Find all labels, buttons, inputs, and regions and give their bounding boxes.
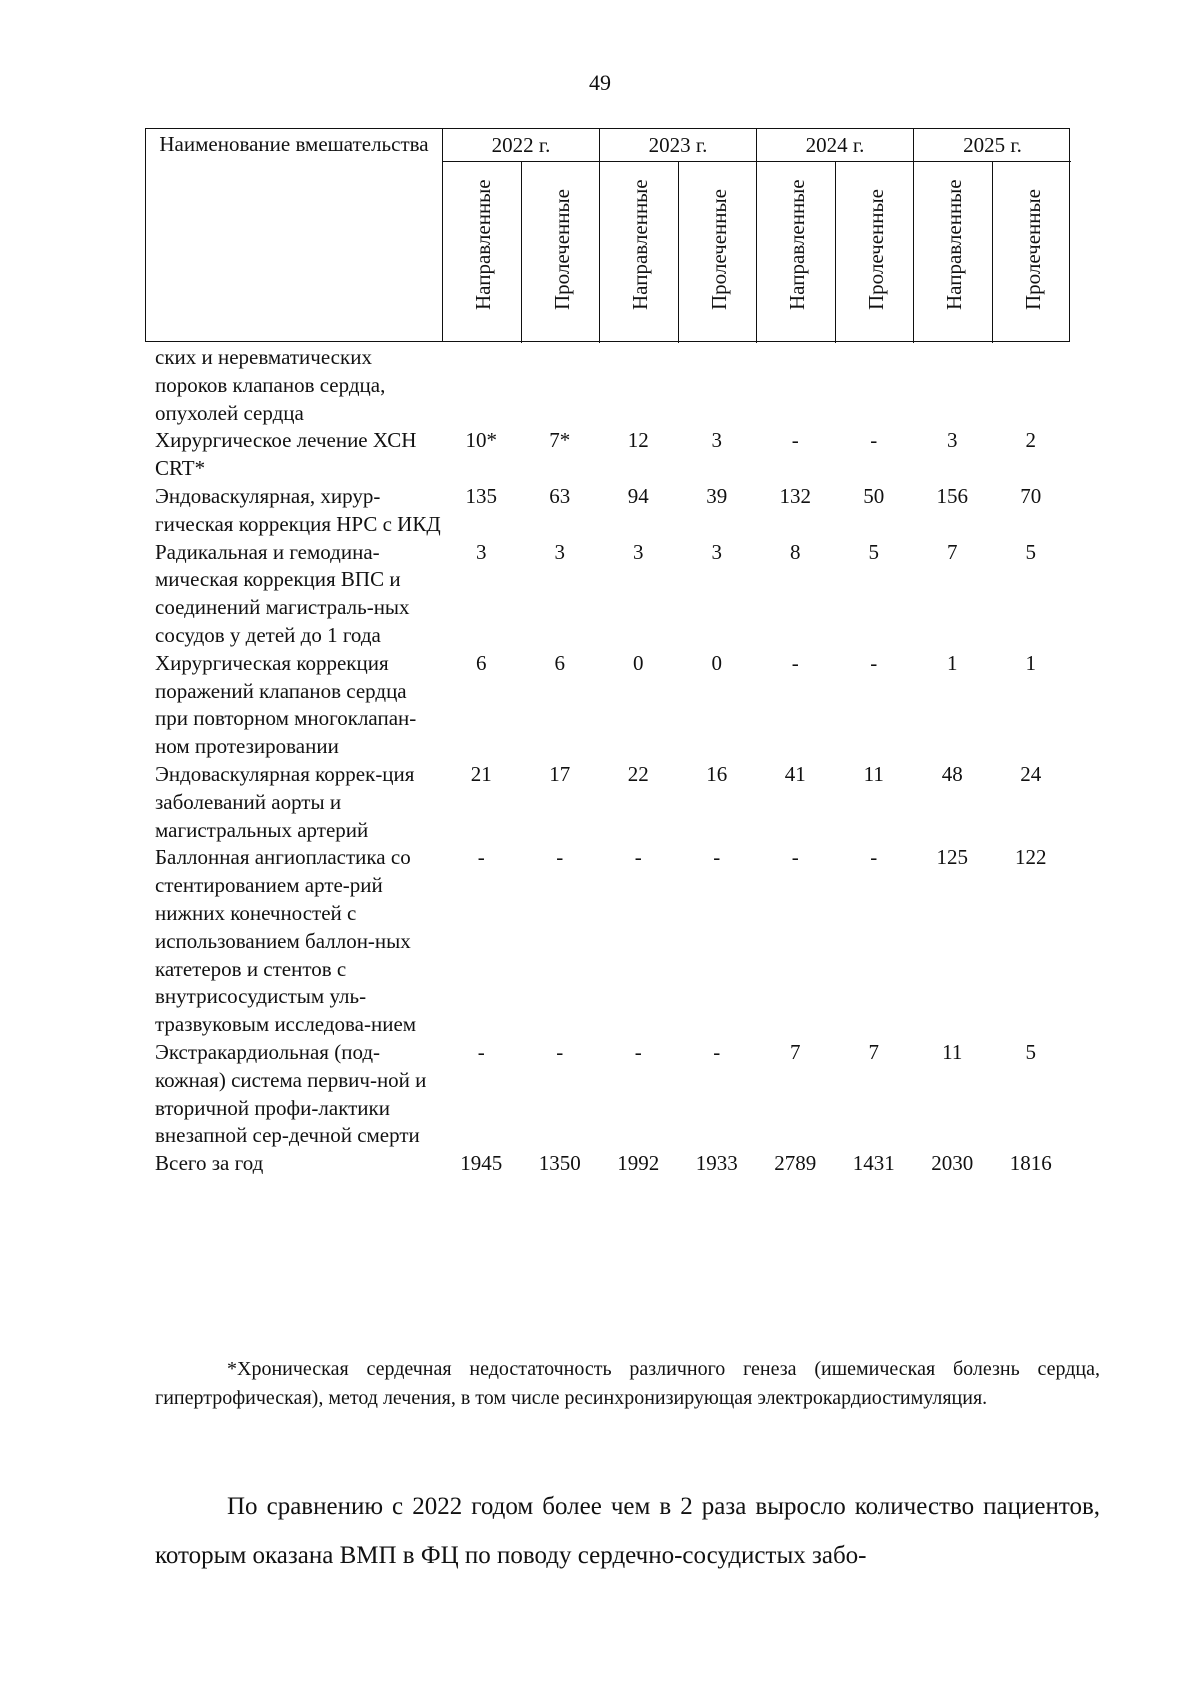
table-row xyxy=(155,427,1080,483)
intervention-name: Баллонная ангиопластика со стентированием арте-рий нижних конечностей с использованием баллон-ных катетеров и стентов с внутрисосудистым уль-тразвуковым исследова-нием xyxy=(155,845,417,1037)
sub-header-label: Направленные xyxy=(785,179,809,310)
value-cell: 50 xyxy=(863,483,885,508)
value-cell: 5 xyxy=(1025,1039,1036,1064)
value-cell: 2030 xyxy=(931,1151,974,1176)
sub-header xyxy=(757,162,836,343)
table-row xyxy=(155,844,1080,1039)
value-cell: 70 xyxy=(1020,483,1042,508)
value-cell: - xyxy=(713,1039,721,1064)
value-cell: 1816 xyxy=(1009,1151,1052,1176)
table-row xyxy=(155,1150,1080,1178)
sub-header-label: Пролеченные xyxy=(706,189,731,310)
value-cell: 0 xyxy=(711,650,722,675)
sub-header xyxy=(679,162,757,343)
sub-header xyxy=(443,162,522,343)
value-cell xyxy=(756,344,835,427)
value-cell: 48 xyxy=(941,761,963,786)
sub-header-label: Направленные xyxy=(942,179,966,310)
value-cell: 5 xyxy=(868,539,879,564)
value-cell: 11 xyxy=(942,1039,963,1064)
sub-header-label: Пролеченные xyxy=(863,189,888,310)
value-cell: 94 xyxy=(627,483,649,508)
footnote-text: *Хроническая сердечная недостаточность различного генеза (ишемическая болезнь сердца, гипертрофическая), метод лечения, в том числе ресинхронизирующая электрокардиостимуляция. xyxy=(155,1358,1100,1409)
value-cell xyxy=(913,344,992,427)
table-body xyxy=(155,344,1080,1178)
page-number: 49 xyxy=(589,70,611,95)
value-cell: 39 xyxy=(706,483,728,508)
year-header: 2023 г. xyxy=(600,129,757,162)
value-cell: - xyxy=(870,428,878,453)
value-cell xyxy=(835,344,914,427)
value-cell: 2 xyxy=(1025,428,1036,453)
value-cell: - xyxy=(791,650,799,675)
table-row xyxy=(155,483,1080,539)
value-cell: - xyxy=(634,1039,642,1064)
value-cell: - xyxy=(477,845,485,870)
value-cell: 1 xyxy=(947,650,958,675)
value-cell: 8 xyxy=(790,539,801,564)
intervention-name: Эндоваскулярная коррек-ция заболеваний аорты и магистральных артерий xyxy=(155,761,415,842)
value-cell: 1350 xyxy=(538,1151,581,1176)
intervention-name: Хирургическая коррекция поражений клапанов сердца при повторном многоклапан-ном протезировании xyxy=(155,650,417,759)
table-row xyxy=(155,344,1080,427)
value-cell: 12 xyxy=(627,428,649,453)
value-cell: 7* xyxy=(549,428,571,453)
footnote xyxy=(155,1355,1100,1413)
table-row xyxy=(155,761,1080,844)
header-intervention-name: Наименование вмешательства xyxy=(146,129,443,341)
value-cell xyxy=(599,344,678,427)
sub-header xyxy=(522,162,600,343)
value-cell: 63 xyxy=(549,483,571,508)
value-cell xyxy=(521,344,600,427)
value-cell: 3 xyxy=(476,539,487,564)
value-cell: 156 xyxy=(936,483,968,508)
value-cell: 16 xyxy=(706,761,728,786)
value-cell: 7 xyxy=(790,1039,801,1064)
value-cell: - xyxy=(791,428,799,453)
value-cell: - xyxy=(556,1039,564,1064)
value-cell: 3 xyxy=(711,539,722,564)
value-cell: 3 xyxy=(947,428,958,453)
value-cell: 7 xyxy=(947,539,958,564)
value-cell: 1431 xyxy=(852,1151,895,1176)
sub-header xyxy=(914,162,993,343)
value-cell: 1992 xyxy=(617,1151,660,1176)
value-cell: - xyxy=(870,845,878,870)
value-cell: - xyxy=(556,845,564,870)
intervention-name: Эндоваскулярная, хирур-гическая коррекция НРС с ИКД xyxy=(155,483,441,536)
value-cell xyxy=(678,344,757,427)
value-cell: 122 xyxy=(1015,845,1047,870)
value-cell xyxy=(992,344,1071,427)
value-cell: 10* xyxy=(465,428,497,453)
intervention-name: Экстракардиольная (под-кожная) система первич-ной и вторичной профи-лактики внезапной сер-дечной смерти xyxy=(155,1039,427,1148)
value-cell: 0 xyxy=(633,650,644,675)
sub-header xyxy=(993,162,1071,343)
value-cell: 11 xyxy=(863,761,884,786)
value-cell: 132 xyxy=(779,483,811,508)
value-cell: 5 xyxy=(1025,539,1036,564)
value-cell: 7 xyxy=(868,1039,879,1064)
sub-header-label: Пролеченные xyxy=(1021,189,1045,310)
year-header: 2025 г. xyxy=(914,129,1071,162)
table-header xyxy=(145,128,1070,342)
year-header: 2022 г. xyxy=(443,129,600,162)
value-cell: 24 xyxy=(1020,761,1042,786)
intervention-name: Радикальная и гемодина-мическая коррекция ВПС и соединений магистраль-ных сосудов у детей до 1 года xyxy=(155,539,410,647)
value-cell: 22 xyxy=(627,761,649,786)
value-cell: 3 xyxy=(711,428,722,453)
value-cell: - xyxy=(713,845,721,870)
value-cell xyxy=(442,344,521,427)
year-header: 2024 г. xyxy=(757,129,914,162)
value-cell: 3 xyxy=(554,539,565,564)
sub-header-label: Направленные xyxy=(471,179,495,310)
value-cell: 6 xyxy=(554,650,565,675)
sub-header-label: Пролеченные xyxy=(549,189,574,310)
value-cell: 135 xyxy=(465,483,497,508)
intervention-name: ских и неревматических пороков клапанов сердца, опухолей сердца xyxy=(155,345,386,425)
value-cell: 1 xyxy=(1025,650,1036,675)
value-cell: - xyxy=(870,650,878,675)
value-cell: 1945 xyxy=(460,1151,503,1176)
value-cell: - xyxy=(791,845,799,870)
value-cell: - xyxy=(477,1039,485,1064)
table-row xyxy=(155,539,1080,650)
intervention-name: Хирургическое лечение ХСН CRT* xyxy=(155,428,417,481)
body-paragraph: По сравнению с 2022 годом более чем в 2 раза выросло количество пациентов, которым оказана ВМП в ФЦ по поводу сердечно-сосудистых забо- xyxy=(155,1493,1100,1569)
sub-header xyxy=(836,162,914,343)
sub-header-label: Направленные xyxy=(628,179,652,310)
value-cell: 41 xyxy=(784,761,806,786)
table-row xyxy=(155,1039,1080,1150)
value-cell: 17 xyxy=(549,761,571,786)
value-cell: - xyxy=(634,845,642,870)
value-cell: 1933 xyxy=(695,1151,738,1176)
value-cell: 125 xyxy=(936,845,968,870)
sub-header xyxy=(600,162,679,343)
value-cell: 3 xyxy=(633,539,644,564)
value-cell: 21 xyxy=(470,761,492,786)
intervention-name: Всего за год xyxy=(155,1151,264,1176)
value-cell: 6 xyxy=(476,650,487,675)
table-row xyxy=(155,650,1080,761)
value-cell: 2789 xyxy=(774,1151,817,1176)
